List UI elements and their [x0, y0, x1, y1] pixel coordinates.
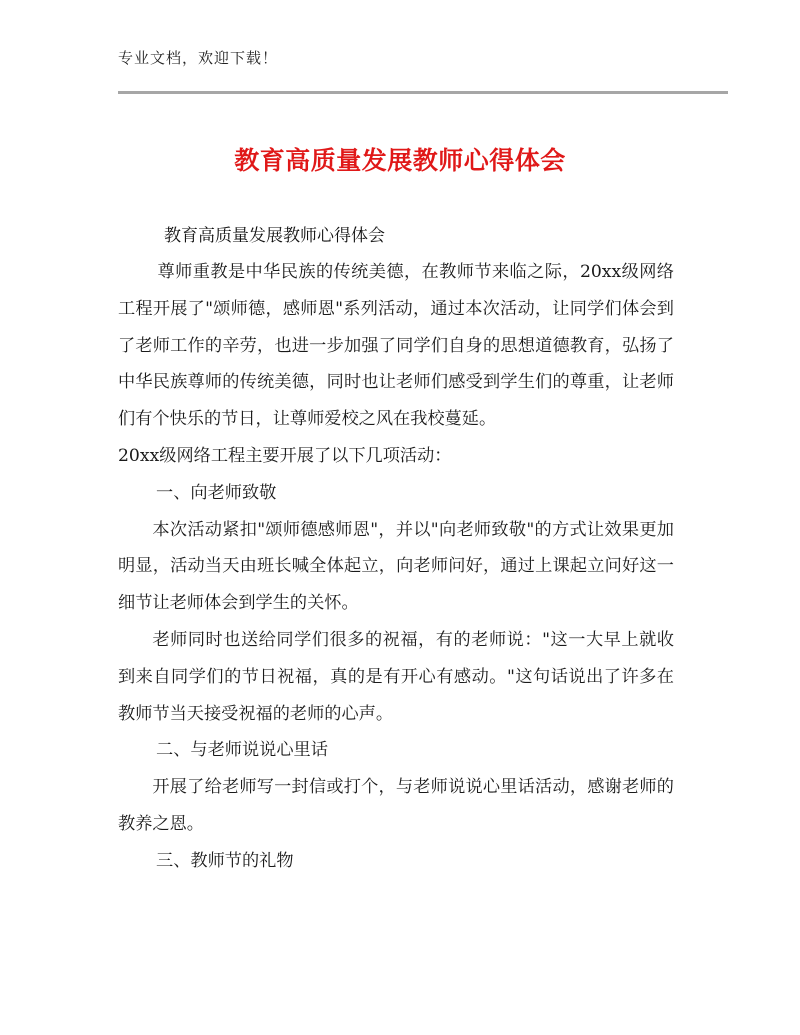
header-note: 专业文档，欢迎下载！	[118, 49, 279, 67]
section-heading-1: 一、向老师致敬	[156, 482, 277, 503]
paragraph-section-1: 本次活动紧扣"颂师德感师恩"，并以"向老师致敬"的方式让效果更加明显，活动当天由班长喊全体起立，向老师问好，通过上课起立问好这一细节让老师体会到学生的关怀。	[118, 519, 674, 614]
section-heading-2: 二、与老师说说心里话	[156, 740, 328, 761]
header-divider	[118, 91, 728, 94]
document-title: 教育高质量发展教师心得体会	[234, 146, 566, 175]
paragraph-section-1-blessings: 老师同时也送给同学们很多的祝福，有的老师说："这一大早上就收到来自同学们的节日祝福，真的是有开心有感动。"这句话说出了许多在教师节当天接受祝福的老师的心声。	[118, 629, 674, 724]
paragraph-activities-intro: 20xx级网络工程主要开展了以下几项活动：	[118, 445, 452, 466]
section-heading-3: 三、教师节的礼物	[156, 850, 294, 871]
document-body	[118, 218, 674, 880]
paragraph-intro: 尊师重教是中华民族的传统美德，在教师节来临之际，20xx级网络工程开展了"颂师德，感师恩"系列活动，通过本次活动，让同学们体会到了老师工作的辛劳，也进一步加强了同学们自身的思想道德教育，弘扬了中华民族尊师的传统美德，同时也让老师们感受到学生们的尊重，让老师们有个快乐的节日，让尊师爱校之风在我校蔓延。	[118, 262, 674, 430]
paragraph-section-2: 开展了给老师写一封信或打个，与老师说说心里话活动，感谢老师的教养之恩。	[118, 777, 674, 834]
document-subtitle: 教育高质量发展教师心得体会	[164, 226, 385, 246]
